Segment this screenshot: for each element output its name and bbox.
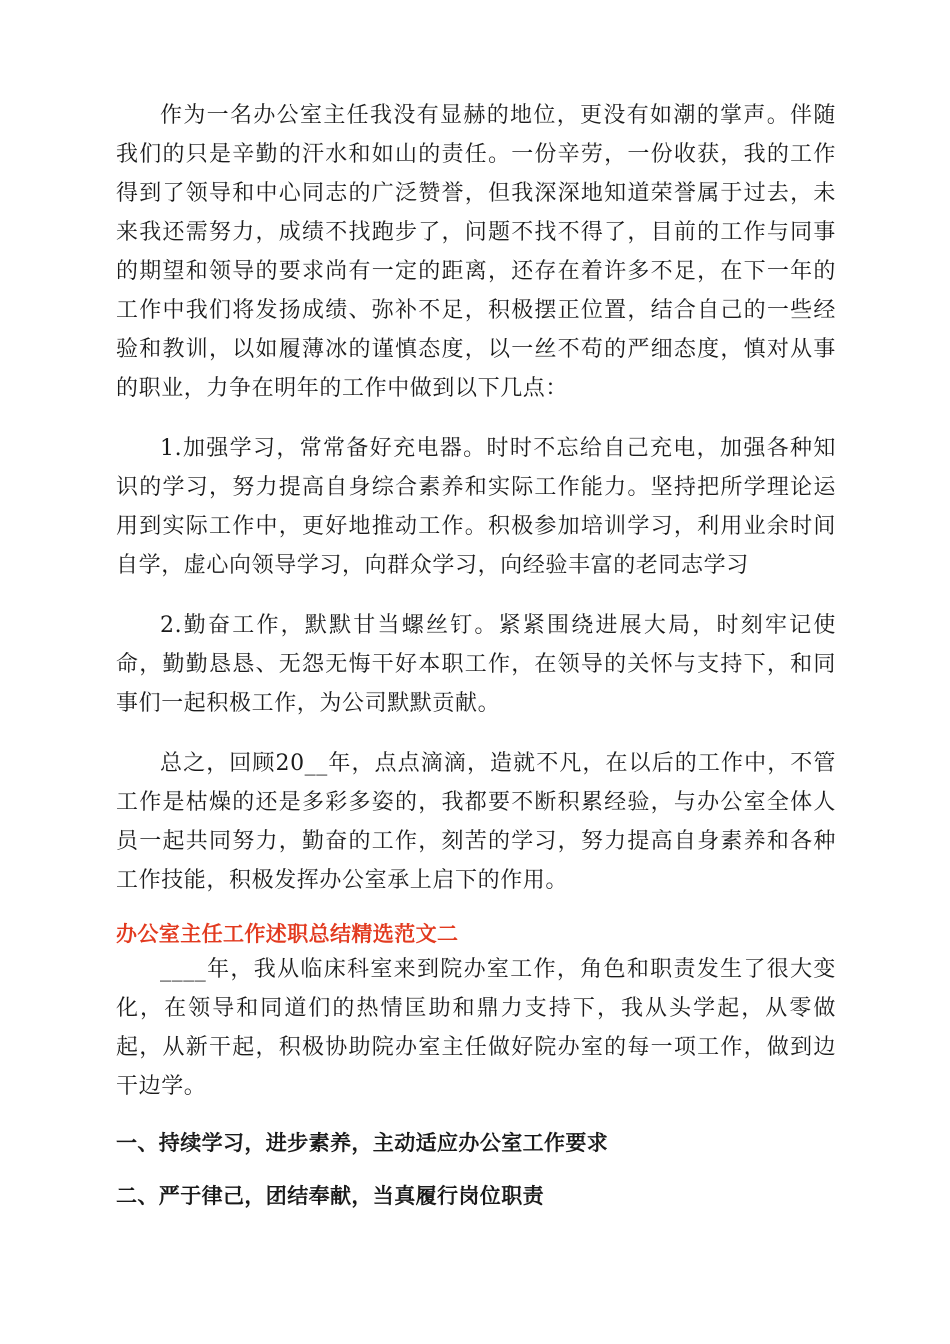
paragraph-point-2: 2.勤奋工作，默默甘当螺丝钉。紧紧围绕进展大局，时刻牢记使命，勤勤恳恳、无怨无悔干好本职工作，在领导的关怀与支持下，和同事们一起积极工作，为公司默默贡献。 xyxy=(116,613,836,716)
subheading-1: 一、持续学习，进步素养，主动适应办公室工作要求 xyxy=(116,1131,609,1155)
paragraph-summary: 总之，回顾20__年，点点滴滴，造就不凡，在以后的工作中，不管工作是枯燥的还是多彩多姿的，我都要不断积累经验，与办公室全体人员一起共同努力，勤奋的工作，刻苦的学习，努力提高自身素养和各种工作技能，积极发挥办公室承上启下的作用。 xyxy=(116,751,836,893)
paragraph-section-two: ____年，我从临床科室来到院办室工作，角色和职责发生了很大变化，在领导和同道们的热情匡助和鼎力支持下，我从头学起，从零做起，从新干起，积极协助院办室主任做好院办室的每一项工作，做到边干边学。 xyxy=(116,957,836,1099)
paragraph-point-1: 1.加强学习，常常备好充电器。时时不忘给自己充电，加强各种知识的学习，努力提高自身综合素养和实际工作能力。坚持把所学理论运用到实际工作中，更好地推动工作。积极参加培训学习，利用业余时间自学，虚心向领导学习，向群众学习，向经验丰富的老同志学习 xyxy=(116,436,836,578)
subheading-2: 二、严于律己，团结奉献，当真履行岗位职责 xyxy=(116,1184,544,1208)
paragraph-intro: 作为一名办公室主任我没有显赫的地位，更没有如潮的掌声。伴随我们的只是辛勤的汗水和如山的责任。一份辛劳，一份收获，我的工作得到了领导和中心同志的广泛赞誉，但我深深地知道荣誉属于过去，未来我还需努力，成绩不找跑步了，问题不找不得了，目前的工作与同事的期望和领导的要求尚有一定的距离，还存在着许多不足，在下一年的工作中我们将发扬成绩、弥补不足，积极摆正位置，结合自己的一些经验和教训，以如履薄冰的谨慎态度，以一丝不苟的严细态度，慎对从事的职业，力争在明年的工作中做到以下几点： xyxy=(116,103,836,401)
document-page xyxy=(116,96,836,1212)
section-title: 办公室主任工作述职总结精选范文二 xyxy=(116,922,459,946)
